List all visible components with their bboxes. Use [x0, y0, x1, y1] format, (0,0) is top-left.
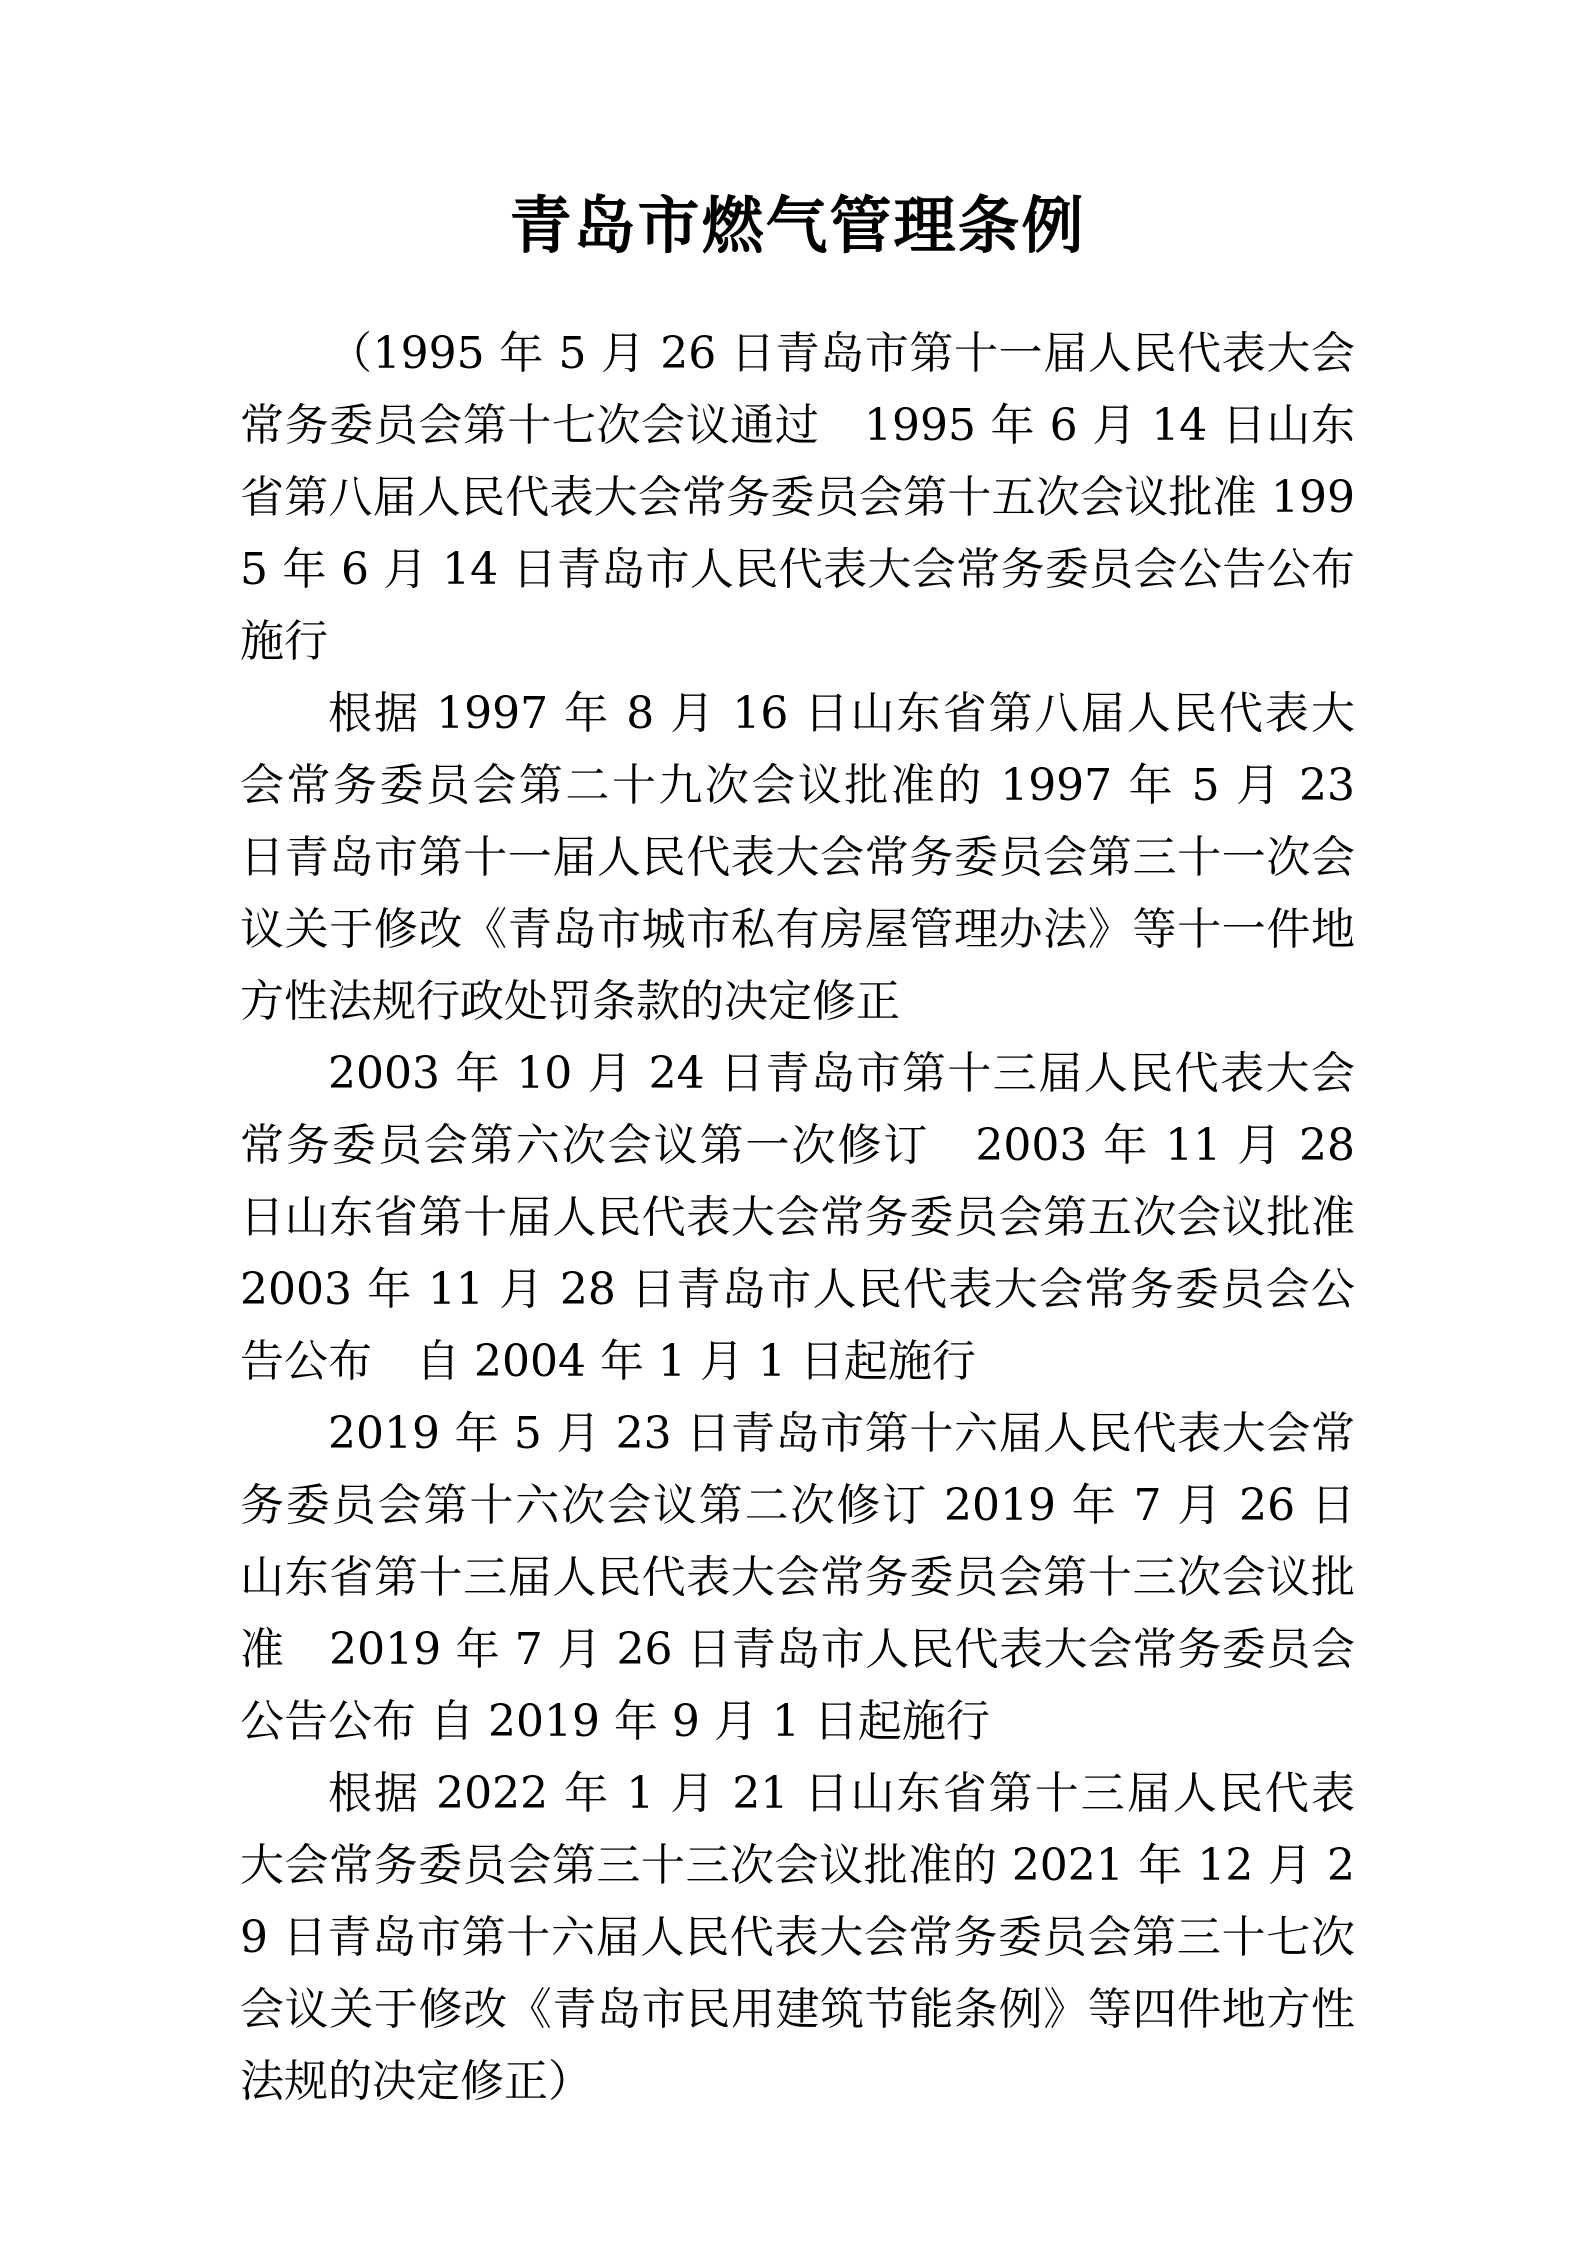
paragraph: 2003 年 10 月 24 日青岛市第十三届人民代表大会常务委员会第六次会议第一次修订 2003 年 11 月 28 日山东省第十届人民代表大会常务委员会第五次会议批准 2003 年 11 月 28 日青岛市人民代表大会常务委员会公告公布 自 2004 年 1 月 1 日起施行 — [240, 1048, 1399, 1387]
paragraph: 2019 年 5 月 23 日青岛市第十六届人民代表大会常务委员会第十六次会议第二次修订 2019 年 7 月 26 日山东省第十三届人民代表大会常务委员会第十三次会议批准 2019 年 7 月 26 日青岛市人民代表大会常务委员会公告公布 自 2019 年 9 月 1 日起施行 — [240, 1408, 1355, 1747]
document-title: 青岛市燃气管理条例 — [509, 189, 1086, 262]
paragraph: （1995 年 5 月 26 日青岛市第十一届人民代表大会常务委员会第十七次会议通过 1995 年 6 月 14 日山东省第八届人民代表大会常务委员会第十五次会议批准 1995 年 6 月 14 日青岛市人民代表大会常务委员会公告公布施行 — [240, 328, 1355, 667]
document-body — [240, 318, 1399, 2118]
paragraph: 根据 1997 年 8 月 16 日山东省第八届人民代表大会常务委员会第二十九次会议批准的 1997 年 5 月 23 日青岛市第十一届人民代表大会常务委员会第三十一次会议关于修改《青岛市城市私有房屋管理办法》等十一件地方性法规行政处罚条款的决定修正 — [240, 688, 1355, 1027]
paragraph: 根据 2022 年 1 月 21 日山东省第十三届人民代表大会常务委员会第三十三次会议批准的 2021 年 12 月 29 日青岛市第十六届人民代表大会常务委员会第三十七次会议关于修改《青岛市民用建筑节能条例》等四件地方性法规的决定修正） — [240, 1768, 1355, 2107]
